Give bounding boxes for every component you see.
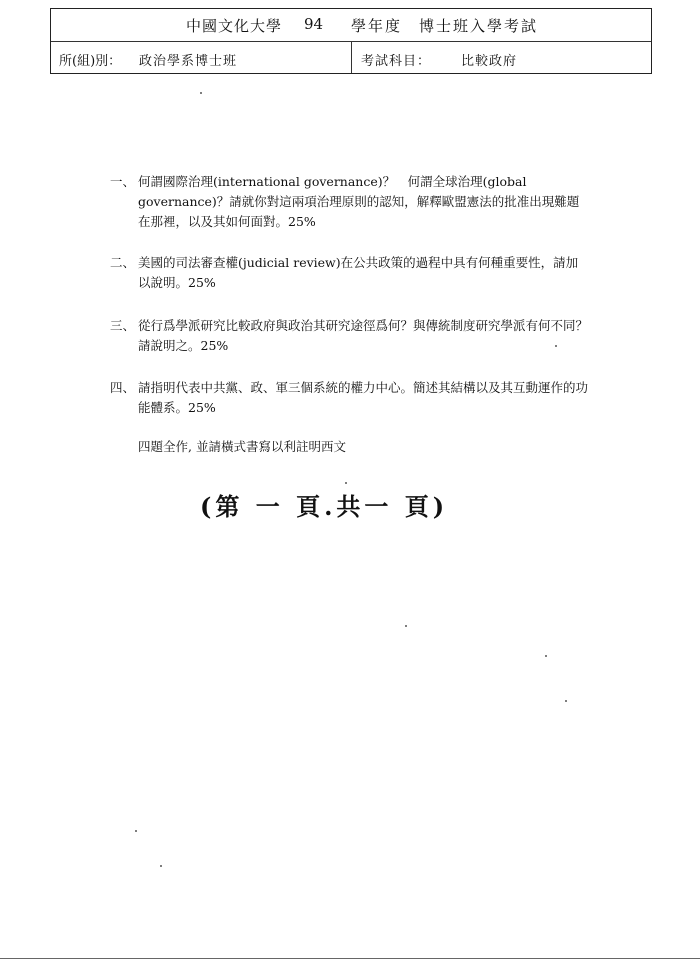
scan-speck [135,830,137,832]
instructions-note: 四題全作, 並請橫式書寫以利註明西文 [138,439,346,454]
department-value: 政治學系博士班 [139,54,238,69]
school-name: 中國文化大學 [186,17,283,35]
scan-bottom-edge [0,958,700,959]
exam-header [50,8,652,74]
subject-label: 考試科目： [361,54,432,69]
question-2 [110,253,590,293]
question-number: 三、 [110,318,136,333]
header-divider [351,42,352,73]
question-4 [110,378,590,418]
scan-speck [160,865,162,867]
question-text: 何謂國際治理(international governance)？ 何謂全球治理(global governance)？請就你對這兩項治理原則的認知，解釋歐盟憲法的批准出現難題在那裡，以及其如何面對。25% [138,174,580,229]
exam-year: 94 [304,15,324,33]
scan-speck [555,345,557,347]
question-text: 請指明代表中共黨、政、軍三個系統的權力中心。簡述其結構以及其互動運作的功能體系。25% [138,380,589,415]
department-label: 所(組)別： [59,54,122,69]
scan-speck [545,655,547,657]
question-text: 從行爲學派研究比較政府與政治其研究途徑爲何？與傳統制度研究學派有何不同？ 請說明之。25% [138,318,601,353]
page-indicator: (第 一 頁.共一 頁) [200,492,449,521]
question-number: 二、 [110,255,136,270]
question-1 [110,172,590,232]
question-3 [110,316,601,356]
question-number: 四、 [110,380,136,395]
subject-value: 比較政府 [461,54,518,69]
scan-speck [565,700,567,702]
scan-speck [200,92,202,94]
scan-speck [345,482,347,484]
year-label: 學年度 [351,17,403,35]
exam-type: 博士班入學考試 [419,17,539,35]
scan-speck [405,625,407,627]
header-title-row [51,9,651,42]
question-number: 一、 [110,174,136,189]
header-info-row [51,42,651,73]
question-text: 美國的司法審查權(judicial review)在公共政策的過程中具有何種重要性，請加以說明。25% [138,255,579,290]
